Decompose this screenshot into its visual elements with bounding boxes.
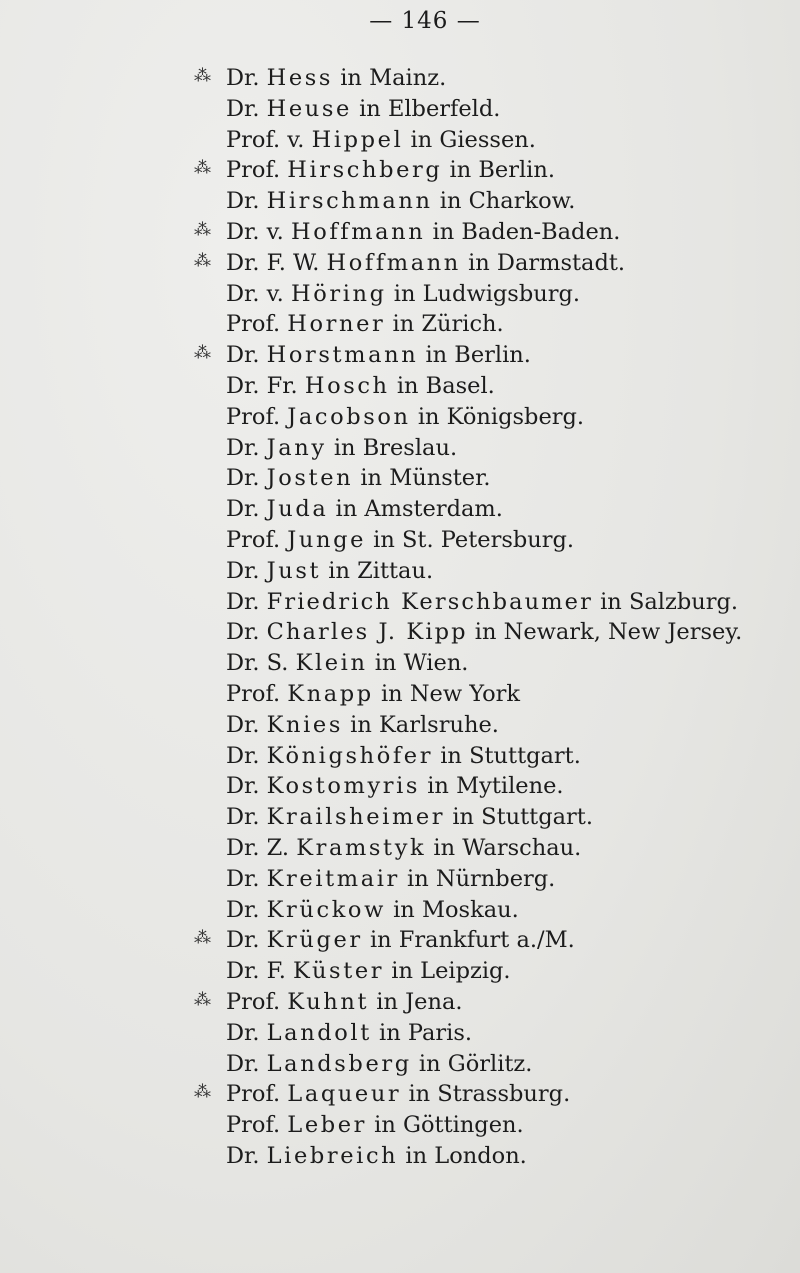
list-item (190, 1079, 790, 1110)
entry-name: Hippel (311, 126, 404, 153)
list-item (190, 433, 790, 464)
entry-place: Zürich. (421, 311, 504, 338)
list-item (190, 587, 790, 618)
entry-name: Charles J. Kipp (266, 619, 468, 646)
list-item (190, 525, 790, 556)
entry-title: Dr. (226, 865, 260, 892)
entry-preposition: in (333, 434, 356, 461)
asterism-icon: ⁂ (194, 989, 211, 1010)
entry-title: Dr. (226, 742, 260, 769)
entry-preposition: in (396, 372, 419, 399)
list-item (190, 494, 790, 525)
entry-title: Prof. (226, 403, 281, 430)
entry-preposition: in (360, 465, 383, 492)
entry-name: Hosch (304, 372, 390, 399)
entry-title: Dr. (226, 804, 260, 831)
entry-place: Mytilene. (456, 773, 564, 800)
entry-title: Dr. (226, 896, 260, 923)
list-item (190, 309, 790, 340)
entry-place: Berlin. (454, 342, 531, 369)
entry-place: Moskau. (421, 896, 519, 923)
entry-place: London. (434, 1142, 527, 1169)
entry-title: Dr. v. (226, 280, 284, 307)
asterism-icon: ⁂ (194, 1082, 211, 1103)
entry-name: Landolt (266, 1019, 372, 1046)
entry-name: Junge (287, 526, 367, 553)
list-item (190, 895, 790, 926)
entry-place: Wien. (403, 650, 469, 677)
entry-name: Jacobson (287, 403, 411, 430)
entry-name: Hirschberg (287, 157, 443, 184)
entry-name: Klein (295, 650, 368, 677)
entry-preposition: in (449, 157, 472, 184)
entry-place: Berlin. (478, 157, 556, 184)
entry-place: Giessen. (439, 126, 536, 153)
entry-place: Görlitz. (447, 1050, 533, 1077)
list-item (190, 63, 790, 94)
entry-title: Dr. (226, 619, 260, 646)
list-item (190, 340, 790, 371)
list-item (190, 279, 790, 310)
entry-title: Dr. (226, 465, 260, 492)
list-item (190, 741, 790, 772)
entry-title: Dr. S. (226, 650, 289, 677)
entry-preposition: in (380, 680, 403, 707)
entry-preposition: in (427, 773, 449, 800)
entry-preposition: in (440, 742, 462, 769)
entry-preposition: in (418, 1050, 441, 1077)
entry-preposition: in (359, 95, 381, 122)
entry-name: Liebreich (266, 1142, 399, 1169)
entry-preposition: in (376, 988, 398, 1015)
list-item (190, 402, 790, 433)
entry-place: New York (409, 680, 521, 707)
entry-name: Landsberg (266, 1050, 412, 1077)
entry-place: Jena. (405, 988, 463, 1015)
entry-name: Friedrich Kerschbaumer (266, 588, 593, 615)
list-item (190, 833, 790, 864)
entry-place: Münster. (389, 465, 491, 492)
entry-name: Horner (287, 311, 386, 338)
entry-title: Dr. F. W. (226, 249, 320, 276)
entry-name: Krüger (266, 927, 363, 954)
list-item (190, 1141, 790, 1172)
entry-place: Warschau. (462, 834, 582, 861)
page-number: — 146 — (369, 8, 481, 34)
entry-title: Dr. (226, 496, 260, 523)
entry-title: Dr. (226, 1019, 260, 1046)
entry-preposition: in (433, 834, 456, 861)
entry-name: Knapp (287, 680, 374, 707)
entry-name: Leber (287, 1112, 368, 1139)
entry-place: Leipzig. (420, 958, 511, 985)
asterism-icon: ⁂ (194, 219, 211, 240)
entry-preposition: in (391, 958, 413, 985)
entry-place: Amsterdam. (364, 496, 503, 523)
list-item (190, 1018, 790, 1049)
entry-name: Kreitmair (266, 865, 400, 892)
entry-name: Hoffmann (290, 218, 426, 245)
entry-preposition: in (474, 619, 497, 646)
list-item (190, 1049, 790, 1080)
entry-preposition: in (439, 188, 462, 215)
entry-title: Prof. (226, 157, 281, 184)
asterism-icon: ⁂ (194, 66, 211, 86)
entry-preposition: in (405, 1142, 428, 1169)
entry-name: Kostomyris (266, 773, 421, 800)
entry-place: Ludwigsburg. (422, 280, 581, 307)
entry-title: Dr. v. (226, 218, 284, 245)
entry-title: Prof. (226, 311, 281, 338)
entry-title: Dr. (226, 188, 260, 215)
list-item (190, 1110, 790, 1141)
entry-place: Stuttgart. (469, 742, 581, 769)
entry-preposition: in (417, 403, 440, 430)
entry-preposition: in (340, 65, 362, 91)
list-item (190, 987, 790, 1018)
list-item (190, 94, 790, 125)
entry-preposition: in (468, 249, 490, 276)
entry-place: Frankfurt a./M. (398, 927, 575, 954)
entry-name: Horstmann (266, 342, 419, 369)
entry-place: Salzburg. (628, 588, 739, 615)
entry-title: Prof. (226, 988, 281, 1015)
asterism-icon: ⁂ (194, 158, 211, 179)
entry-preposition: in (392, 311, 415, 338)
list-item (190, 217, 790, 248)
list-item (190, 864, 790, 895)
list-item (190, 956, 790, 987)
entry-title: Dr. (226, 588, 260, 615)
list-item (190, 248, 790, 279)
list-item (190, 371, 790, 402)
list-item (190, 771, 790, 802)
entry-name: Knies (266, 711, 343, 738)
list-item (190, 648, 790, 679)
entry-title: Dr. (226, 95, 260, 122)
entry-place: Mainz. (369, 65, 447, 91)
list-item (190, 679, 790, 710)
entry-title: Prof. (226, 526, 281, 553)
entry-name: Just (266, 557, 322, 584)
list-item (190, 155, 790, 186)
entry-name: Hoffmann (326, 249, 461, 276)
entry-place: St. Petersburg. (402, 526, 575, 553)
entry-title: Dr. (226, 65, 260, 91)
entry-place: Strassburg. (437, 1081, 571, 1108)
entry-preposition: in (425, 342, 448, 369)
entry-place: Zittau. (357, 557, 434, 584)
list-item (190, 802, 790, 833)
entry-preposition: in (373, 526, 395, 553)
entry-name: Höring (290, 280, 387, 307)
entry-title: Dr. (226, 773, 260, 800)
list-item (190, 125, 790, 156)
entry-preposition: in (379, 1019, 401, 1046)
entry-name: Krückow (266, 896, 386, 923)
asterism-icon: ⁂ (194, 250, 211, 271)
entry-preposition: in (452, 804, 475, 831)
entry-preposition: in (374, 1112, 396, 1139)
entry-title: Prof. (226, 1112, 281, 1139)
entry-title: Prof. v. (226, 126, 305, 153)
entry-place: Stuttgart. (481, 804, 593, 831)
entry-name: Hess (266, 65, 334, 91)
entry-preposition: in (408, 1081, 431, 1108)
entry-place: Nürnberg. (435, 865, 556, 892)
entry-title: Dr. Fr. (226, 372, 298, 399)
entry-title: Dr. (226, 1142, 260, 1169)
entry-preposition: in (350, 711, 372, 738)
list-item (190, 186, 790, 217)
entry-place: Paris. (407, 1019, 473, 1046)
asterism-icon: ⁂ (194, 343, 211, 364)
entry-place: Newark, New Jersey. (503, 619, 743, 646)
entry-name: Krailsheimer (266, 804, 446, 831)
entry-preposition: in (432, 218, 455, 245)
entry-name: Königshöfer (266, 742, 434, 769)
entry-title: Prof. (226, 1081, 281, 1108)
entry-name: Kramstyk (296, 834, 427, 861)
entry-title: Dr. (226, 342, 260, 369)
entry-place: Darmstadt. (496, 249, 626, 276)
list-item (190, 925, 790, 956)
list-item (190, 710, 790, 741)
entry-title: Dr. (226, 927, 260, 954)
entry-title: Dr. (226, 1050, 260, 1077)
entry-name: Josten (266, 465, 354, 492)
entry-name: Kuhnt (287, 988, 370, 1015)
entry-name: Hirschmann (266, 188, 433, 215)
list-item (190, 463, 790, 494)
entry-name: Küster (293, 958, 385, 985)
entry-title: Dr. F. (226, 958, 286, 985)
entry-preposition: in (369, 927, 392, 954)
entry-preposition: in (600, 588, 622, 615)
asterism-icon: ⁂ (194, 928, 211, 949)
entry-place: Göttingen. (403, 1112, 524, 1139)
list-item (190, 617, 790, 648)
entry-preposition: in (407, 865, 429, 892)
entry-name: Jany (266, 434, 327, 461)
entry-place: Königsberg. (446, 403, 585, 430)
entry-preposition: in (328, 557, 350, 584)
entry-title: Dr. Z. (226, 834, 290, 861)
entry-name: Laqueur (287, 1081, 402, 1108)
entry-name: Heuse (266, 95, 352, 122)
entry-title: Dr. (226, 434, 260, 461)
entry-title: Prof. (226, 680, 281, 707)
entry-place: Basel. (425, 372, 495, 399)
entry-name: Juda (266, 496, 329, 523)
member-list (190, 63, 790, 1172)
entry-place: Charkow. (468, 188, 576, 215)
entry-title: Dr. (226, 711, 260, 738)
entry-preposition: in (374, 650, 397, 677)
list-item (190, 556, 790, 587)
entry-place: Breslau. (362, 434, 458, 461)
entry-place: Baden-Baden. (461, 218, 621, 245)
entry-preposition: in (410, 126, 433, 153)
entry-place: Karlsruhe. (379, 711, 499, 738)
entry-preposition: in (335, 496, 358, 523)
entry-place: Elberfeld. (387, 95, 501, 122)
entry-preposition: in (393, 896, 415, 923)
entry-title: Dr. (226, 557, 260, 584)
entry-preposition: in (393, 280, 416, 307)
